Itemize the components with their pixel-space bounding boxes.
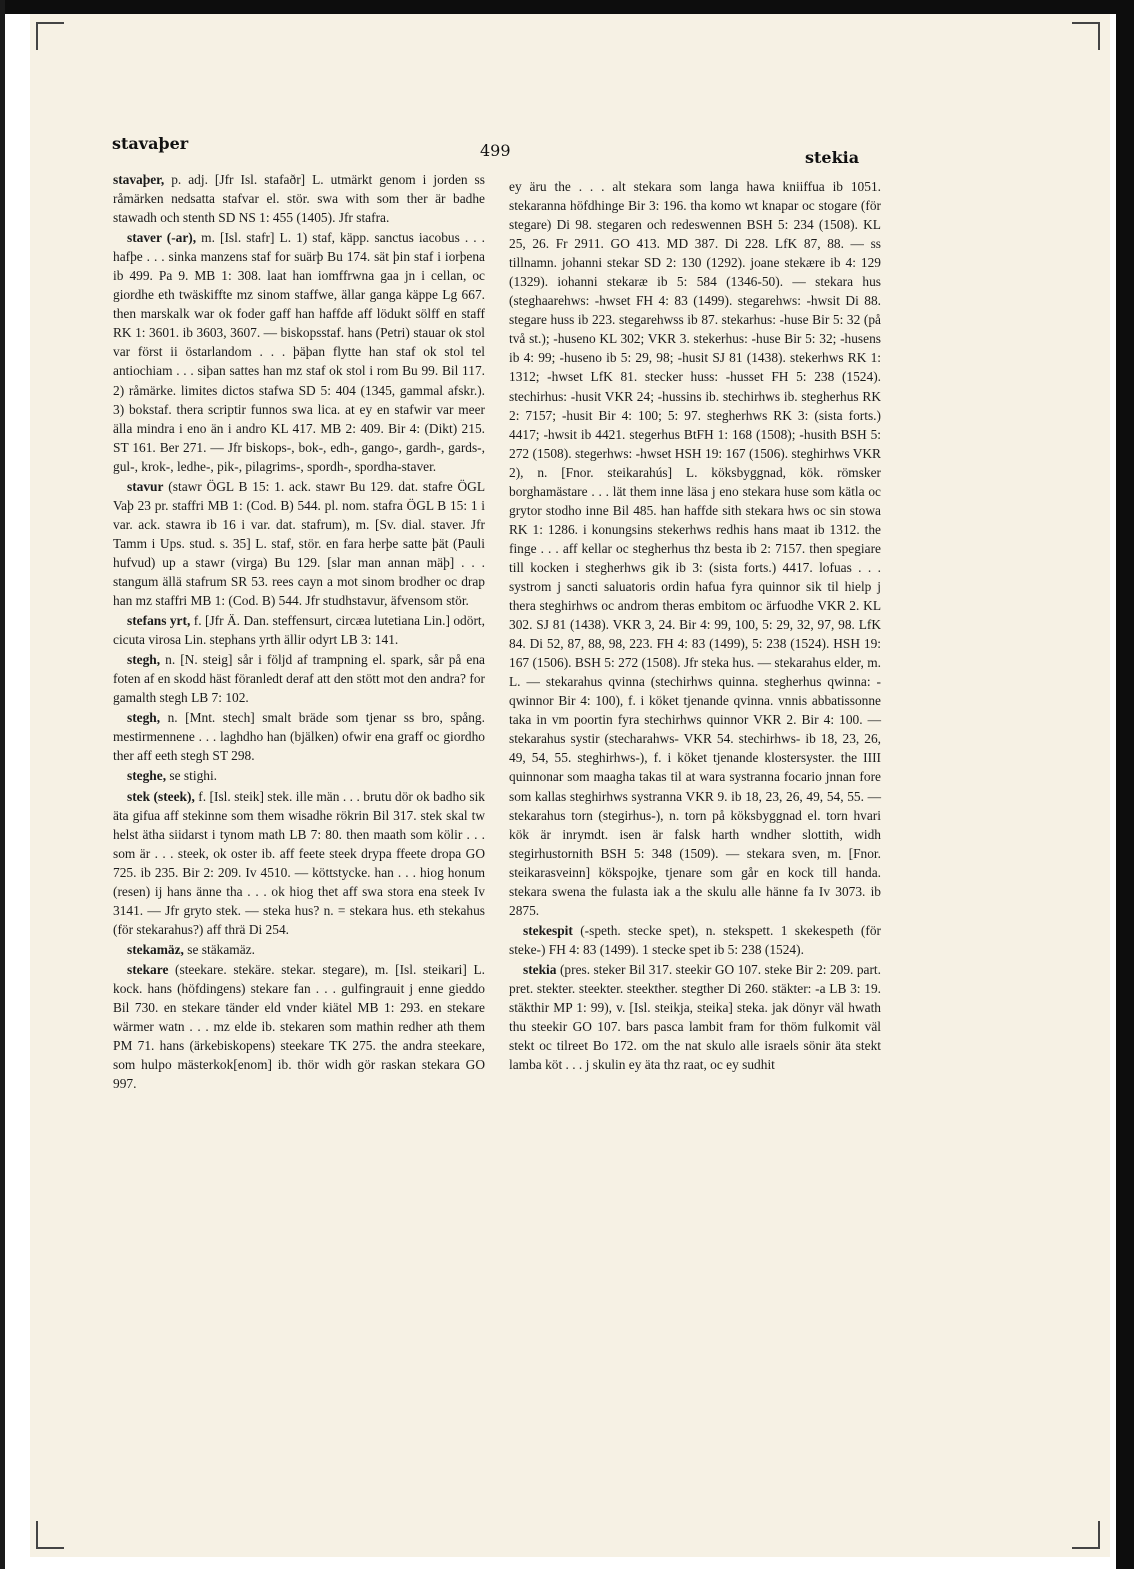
- dictionary-entry: [113, 960, 485, 1093]
- dictionary-entry: [113, 708, 485, 765]
- page-number: 499: [480, 141, 511, 160]
- entry-text: m. [Isl. stafr] L. 1) staf, käpp. sanctus iacobus . . . hafþe . . . sinka manzens staf for suärþ Bu 174. sät þin staf i iorþena ib 499. Pa 9. MB 1: 308. laat han iomffrwna gaa jn i cellan, oc giordhe eth twäskiffte mz sinom staffwe, ällar ganga käppe Lg 667. then marskalk war ok foder gaff han haffde aff lödukt sölff en staff RK 1: 3601. ib 3603, 3607. — biskopsstaf. hans (Petri) stauar ok stol var först ii östarlandom . . . þäþan flytte han staf ok stol tel antiochiam . . . siþan sattes han mz staf ok stol i rom Bu 99. Bil 117. 2) råmärke. limites dictos stafwa SD 5: 404 (1345, gammal afskr.). 3) bokstaf. thera scriptir funnos swa lica. at ey en stafwir var meer älla mindra i eno än i andro KL 417. MB 2: 409. Bir 4: (Dikt) 215. ST 161. Ber 271. — Jfr biskops-, bok-, edh-, gango-, gardh-, gards-, gul-, krok-, ledhe-, pik-, pilagrims-, spordh-, spordha-staver.: [113, 230, 485, 474]
- entry-headword: stekespit: [523, 922, 573, 938]
- entry-text: f. [Jfr Ä. Dan. steffensurt, circæa lutetiana Lin.] odört, cicuta virosa Lin. stephans yrth ällir odyrt LB 3: 141.: [113, 613, 485, 648]
- entry-headword: stekia: [523, 961, 557, 977]
- entry-text: se stighi.: [169, 768, 218, 784]
- crop-mark-top-left: [36, 22, 64, 50]
- right-column: [509, 177, 881, 1075]
- running-head-left: stavaþer: [112, 134, 189, 153]
- entry-text: (steekare. stekäre. stekar. stegare), m. [Isl. steikari] L. kock. hans (höfdingens) stekare fan . . . gulfingrauit j enne gieddo Bil 730. en stekare tänder eld vnder kiätel MB 1: 293. en stekare wärmer watn . . . mz elde ib. stekaren som mathin redher ath them PM 71. hans (ärkebiskopens) steekare TK 275. the andra steekare, som hulpo mästerkok[enom] ib. thör widh gör raskan stekara GO 997.: [113, 961, 485, 1092]
- scan-border-top: [0, 0, 1134, 14]
- entry-text: p. adj. [Jfr Isl. stafaðr] L. utmärkt genom i jorden ss råmärken nedsatta stafvar el. stör. swa with som ther är badhe stawadh och stenth SD NS 1: 455 (1405). Jfr stafra.: [113, 172, 485, 226]
- left-column: [113, 170, 485, 1094]
- running-head-right: stekia: [805, 148, 860, 167]
- entry-text: n. [N. steig] sår i följd af trampning el. spark, sår på ena foten af en skodd häst föranledt deraf att den stött mot den andra? for gamalth stegh LB 7: 102.: [113, 652, 485, 706]
- dictionary-entry: [509, 921, 881, 959]
- dictionary-entry: [113, 940, 485, 959]
- entry-headword: staver (-ar),: [127, 230, 197, 246]
- crop-mark-bottom-right: [1072, 1521, 1100, 1549]
- crop-mark-top-right: [1072, 22, 1100, 50]
- entry-headword: steghe,: [127, 768, 167, 784]
- entry-text: (stawr ÖGL B 15: 1. ack. stawr Bu 129. dat. stafre ÖGL Vaþ 23 pr. staffri MB 1: (Cod. B) 544. pl. nom. stafra ÖGL B 15: 1 i var. ack. stawra ib 16 i var. dat. stafrum), m. [Sv. dial. staver. Jfr Tamm i Ups. stud. s. 35] L. staf, stör. en fara herþe satte þät (Pauli hufvud) up a stawr (virga) Bu 129. [slar man annan mäþ] . . . stangum ällä stafrum SR 53. rees cayn a mot sinom brodher oc drap han mz staffri MB 1: (Cod. B) 544. Jfr studhstavur, äfvensom stör.: [113, 478, 485, 609]
- entry-headword: stavur: [127, 478, 164, 494]
- entry-text: (pres. steker Bil 317. steekir GO 107. steke Bir 2: 209. part. pret. stekter. steekter. steekther. stegther Di 260. stäkter: -a LB 3: 19. stäkthir MP 1: 99), v. [Isl. steikja, steika] steka. jak dönyr väl hwath thu steekir GO 107. bars pasca lambit fram for thöm fulkomit väl stekt oc tilreet Bo 172. om the nat skulo alle israels sönir äta stekt lamba köt . . . j skulin ey äta thz raat, oc ey sudhit: [509, 961, 881, 1073]
- entry-headword: stekamäz,: [127, 941, 184, 957]
- entry-headword: stavaþer,: [113, 172, 165, 187]
- scan-border-left: [0, 0, 5, 1569]
- entry-text: f. [Isl. steik] stek. ille män . . . brutu dör ok badho sik äta gifua aff stekinne som them wisadhe rökrin Bil 317. stek skal tw helst ätha siidarst i tynom math LB 7: 80. then maath som kölir . . . som är . . . steek, ok oster ib. aff feete steek drypa ffeete dropa GO 725. ib 235. Bir 2: 209. Iv 4510. — köttstycke. han . . . hiog honum (resen) ij hans änne tha . . . ok hiog thet aff swa stora ena steek Iv 3141. — Jfr gryto stek. — steka hus? n. = stekara hus. eth stekahus (för stekarahus?) aff thrä Di 254.: [113, 788, 485, 937]
- scan-border-right: [1116, 0, 1134, 1569]
- dictionary-entry: [113, 228, 485, 476]
- entry-headword: stegh,: [127, 652, 161, 668]
- entry-text: n. [Mnt. stech] smalt bräde som tjenar ss bro, spång. mestirmennene . . . laghdho han (bjälken) ofwir ena graff oc giordho ther aff eeth stegh ST 298.: [113, 710, 485, 764]
- dictionary-entry: [113, 611, 485, 649]
- dictionary-entry: [113, 787, 485, 939]
- dictionary-entry: [509, 177, 881, 920]
- entry-text: ey äru the . . . alt stekara som langa hawa kniiffua ib 1051. stekaranna höfdhinge Bir 3: 196. tha komo wt knapar oc stogare (för stegare) Di 98. stegaren och redeswennen BSH 5: 234 (1508). KL 25, 26. Fr 2911. GO 413. MD 387. Di 228. LfK 87, 88. — ss tillnamn. johanni stekar SD 2: 130 (1292). joane stekære ib 4: 129 (1329). iohanni stekaræ ib 5: 584 (1346-50). — stekara hus (steghaarehws: -hwset FH 4: 83 (1499). stegarehws: -hwsit Di 88. stegare huss ib 223. stegarehwss ib 87. stekarhus: -huse Bir 5: 32 (på två st.); -huseno KL 302; VKR 3. stekerhus: -huse Bir 5: 32; -husens ib 4: 99; -huseno ib 5: 29, 98; -husit SJ 81 (1438). stekerhws RK 1: 1312; -hwset LfK 81. stecker huss: -husset FH 5: 238 (1524). stechirhus: -husit VKR 24; -hussins ib. stechirhws ib. stegherhus RK 2: 7157; -husit Bir 4: 100; 5: 97. stegherhws RK 3: (sista forts.) 4417; -hwsit ib 4421. stegerhus BtFH 1: 168 (1508); -husith BSH 5: 272 (1508). stegerhws: -hwset HSH 19: 167 (1506). steghirhws VKR 2), n. [Fnor. steikarahús] L. köksbyggnad, kök. römsker borghamästare . . . lät them inne läsa j eno stekara huse som kätla oc grytor stodho inne Bil 485. han haffde sith stekara hws oc sin stowa RK 1: 1286. i konungsins stekerhws redhis hans maat ib 1312. the finge . . . aff kellar oc stegherhus thz besta ib 2: 7157. then spegiare till kocken i stegherhws gik ib 3: (sista forts.) 4417. lofuas . . . systrom j sancti saluatoris ordin hafua fyra quinnor sik til hielp j thera steghirhws oc androm theras embitom oc ärfuodhe VKR 2. KL 302. SJ 81 (1438). VKR 3, 24. Bir 4: 99, 100, 5: 29, 32, 97, 98. LfK 84. Di 52, 87, 88, 98, 223. FH 4: 83 (1499), 5: 238 (1524). HSH 19: 167 (1506). BSH 5: 272 (1508). Jfr steka hus. — stekarahus elder, m. L. — stekarahus qvinna (stechirhws quinna. stegherhus qwinna: -qwinnor Bir 4: 100), f. i köket tjenande qvinna. vnnis abbatissonne taka in vm poortin fyra stechirhws quinnor VKR 2. Bir 4: 100. — stekarahus systir (stecharahws- VKR 54. stechirhws- ib 18, 23, 26, 49, 54, 55. steghirhws-), f. i köket tjenande klostersyster. the IIII quinnonar som maagha takas til at wara systranna focario jnnan fore som kallas steghirhws systranna VKR 9. ib 18, 23, 26, 49, 54, 55. — stekarahus torn (stegirhus-), n. torn på köksbyggnad el. torn hvari kök är inrymdt. isen är falsk harth wndher slottith, widh stegirhustornith BSH 5: 348 (1509). — stekara sven, m. [Fnor. steikarasveinn] kökspojke, tjenare som går en kock till handa. stekara swena the fulasta iak a the skulu alle hänne fa Iv 3073. ib 2875.: [509, 179, 881, 918]
- entry-headword: stegh,: [127, 710, 161, 726]
- dictionary-entry: [113, 477, 485, 610]
- entry-headword: stekare: [127, 961, 169, 977]
- dictionary-entry: [113, 170, 485, 227]
- entry-headword: stek (steek),: [127, 788, 195, 804]
- dictionary-entry: [113, 766, 485, 785]
- dictionary-entry: [509, 960, 881, 1074]
- entry-headword: stefans yrt,: [127, 613, 191, 629]
- entry-text: (-speth. stecke spet), n. stekspett. 1 skekespeth (för steke-) FH 4: 83 (1499). 1 stecke spet ib 5: 238 (1524).: [509, 922, 881, 957]
- dictionary-entry: [113, 650, 485, 707]
- entry-text: se stäkamäz.: [187, 941, 255, 957]
- crop-mark-bottom-left: [36, 1521, 64, 1549]
